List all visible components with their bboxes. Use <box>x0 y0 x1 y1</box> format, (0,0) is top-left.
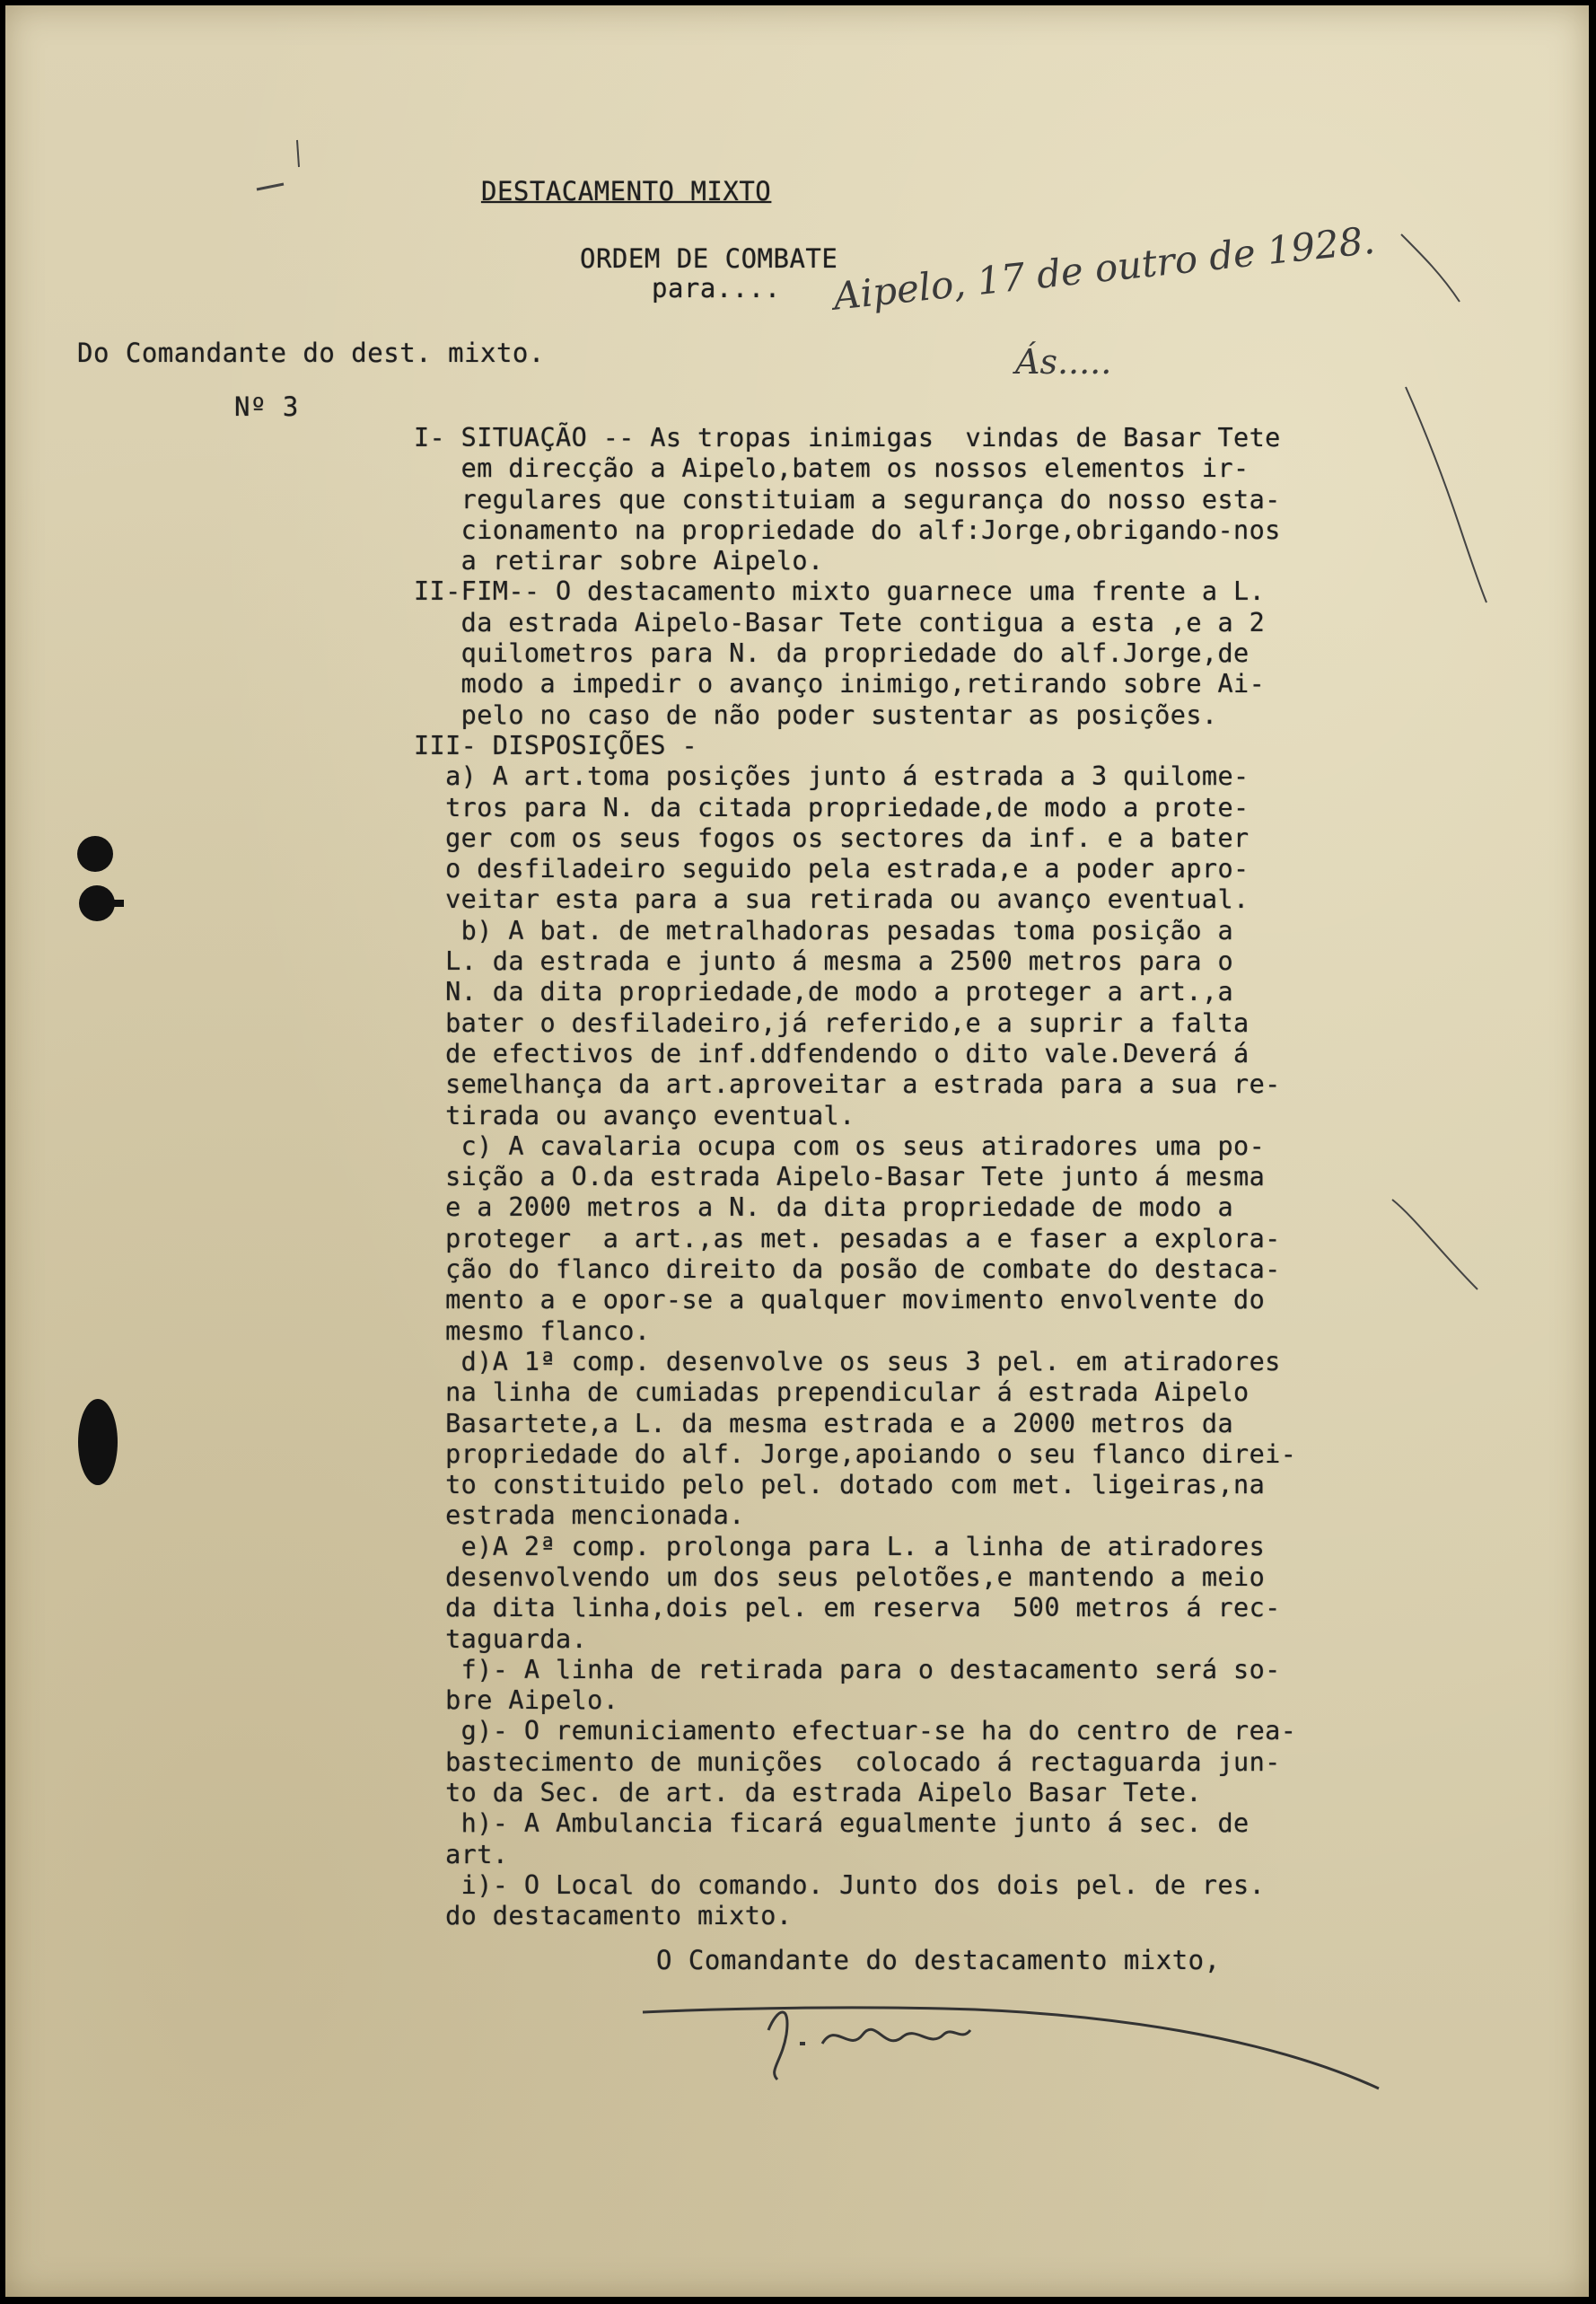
order-body <box>414 423 1491 1932</box>
body-line: desenvolvendo um dos seus pelotões,e mantendo a meio <box>414 1561 1266 1592</box>
body-line: h)- A Ambulancia ficará egualmente junto á sec. de <box>414 1808 1250 1839</box>
body-line: sição a O.da estrada Aipelo-Basar Tete junto á mesma <box>414 1162 1266 1192</box>
handwritten-time: Ás..... <box>1015 342 1112 382</box>
sender-line: Do Comandante do dest. mixto. <box>77 338 545 368</box>
body-line: I- SITUAÇÃO -- As tropas inimigas vindas de Basar Tete <box>414 423 1281 453</box>
body-line: mesmo flanco. <box>414 1315 651 1346</box>
body-line: quilometros para N. da propriedade do alf.Jorge,de <box>414 638 1250 669</box>
body-line: estrada mencionada. <box>414 1500 745 1531</box>
body-line: de efectivos de inf.ddfendendo o dito vale.Deverá á <box>414 1038 1250 1068</box>
body-line: veitar esta para a sua retirada ou avanço eventual. <box>414 884 1250 915</box>
body-line: o desfiladeiro seguido pela estrada,e a poder apro- <box>414 854 1250 884</box>
body-line: cionamento na propriedade do alf:Jorge,obrigando-nos <box>414 514 1281 545</box>
body-line: g)- O remuniciamento efectuar-se ha do centro de rea- <box>414 1716 1297 1746</box>
body-line: bastecimento de munições colocado á rectaguarda jun- <box>414 1746 1281 1777</box>
body-line: e a 2000 metros a N. da dita propriedade de modo a <box>414 1192 1234 1223</box>
body-line: a) A art.toma posições junto á estrada a 3 quilome- <box>414 761 1250 792</box>
body-line: i)- O Local do comando. Junto dos dois pel. de res. <box>414 1869 1266 1900</box>
body-line: f)- A linha de retirada para o destacamento será so- <box>414 1654 1281 1684</box>
body-line: tirada ou avanço eventual. <box>414 1100 855 1130</box>
body-line: d)A 1ª comp. desenvolve os seus 3 pel. em atiradores <box>414 1346 1281 1376</box>
body-line: na linha de cumiadas prependicular á estrada Aipelo <box>414 1377 1250 1408</box>
body-line: bre Aipelo. <box>414 1685 619 1716</box>
closing-line: O Comandante do destacamento mixto, <box>656 1945 1221 1975</box>
body-line: propriedade do alf. Jorge,apoiando o seu flanco direi- <box>414 1438 1297 1469</box>
body-line: proteger a art.,as met. pesadas a e faser a explora- <box>414 1223 1281 1253</box>
handwritten-signature <box>634 1981 1397 2115</box>
body-line: da dita linha,dois pel. em reserva 500 metros á rec- <box>414 1593 1281 1623</box>
body-line: II-FIM-- O destacamento mixto guarnece uma frente a L. <box>414 576 1266 607</box>
body-line: tros para N. da citada propriedade,de modo a prote- <box>414 792 1250 822</box>
body-line: em direcção a Aipelo,batem os nossos elementos ir- <box>414 453 1250 484</box>
body-line: e)A 2ª comp. prolonga para L. a linha de atiradores <box>414 1531 1266 1561</box>
body-line: III- DISPOSIÇÕES - <box>414 730 698 761</box>
body-line: L. da estrada e junto á mesma a 2500 metros para o <box>414 946 1234 977</box>
body-line: taguarda. <box>414 1623 588 1654</box>
body-line: a retirar sobre Aipelo. <box>414 546 824 576</box>
body-line: ção do flanco direito da posão de combate do destaca- <box>414 1254 1281 1285</box>
order-number: Nº 3 <box>234 391 299 422</box>
body-line: art. <box>414 1839 509 1869</box>
body-line: ger com os seus fogos os sectores da inf. e a bater <box>414 822 1250 853</box>
document-page <box>5 5 1589 2297</box>
body-line: pelo no caso de não poder sustentar as posições. <box>414 699 1218 730</box>
body-line: to da Sec. de art. da estrada Aipelo Basar Tete. <box>414 1778 1202 1808</box>
body-line: to constituido pelo pel. dotado com met. ligeiras,na <box>414 1470 1266 1500</box>
unit-heading: DESTACAMENTO MIXTO <box>481 176 772 207</box>
body-line: do destacamento mixto. <box>414 1901 793 1931</box>
body-line: c) A cavalaria ocupa com os seus atiradores uma po- <box>414 1130 1266 1161</box>
body-line: semelhança da art.aproveitar a estrada para a sua re- <box>414 1069 1281 1100</box>
body-line: da estrada Aipelo-Basar Tete contigua a esta ,e a 2 <box>414 607 1266 638</box>
body-line: b) A bat. de metralhadoras pesadas toma posição a <box>414 915 1234 945</box>
handwritten-date: Aipelo, 17 de outro de 1928. <box>831 217 1377 319</box>
body-line: mento a e opor-se a qualquer movimento envolvente do <box>414 1285 1266 1315</box>
body-line: N. da dita propriedade,de modo a proteger a art.,a <box>414 977 1234 1007</box>
order-heading-para: para.... <box>652 273 781 303</box>
body-line: modo a impedir o avanço inimigo,retirando sobre Ai- <box>414 669 1266 699</box>
body-line: bater o desfiladeiro,já referido,e a suprir a falta <box>414 1007 1250 1038</box>
order-heading: ORDEM DE COMBATE <box>580 243 838 274</box>
body-line: Basartete,a L. da mesma estrada e a 2000 metros da <box>414 1408 1234 1438</box>
body-line: regulares que constituiam a segurança do nosso esta- <box>414 484 1281 514</box>
